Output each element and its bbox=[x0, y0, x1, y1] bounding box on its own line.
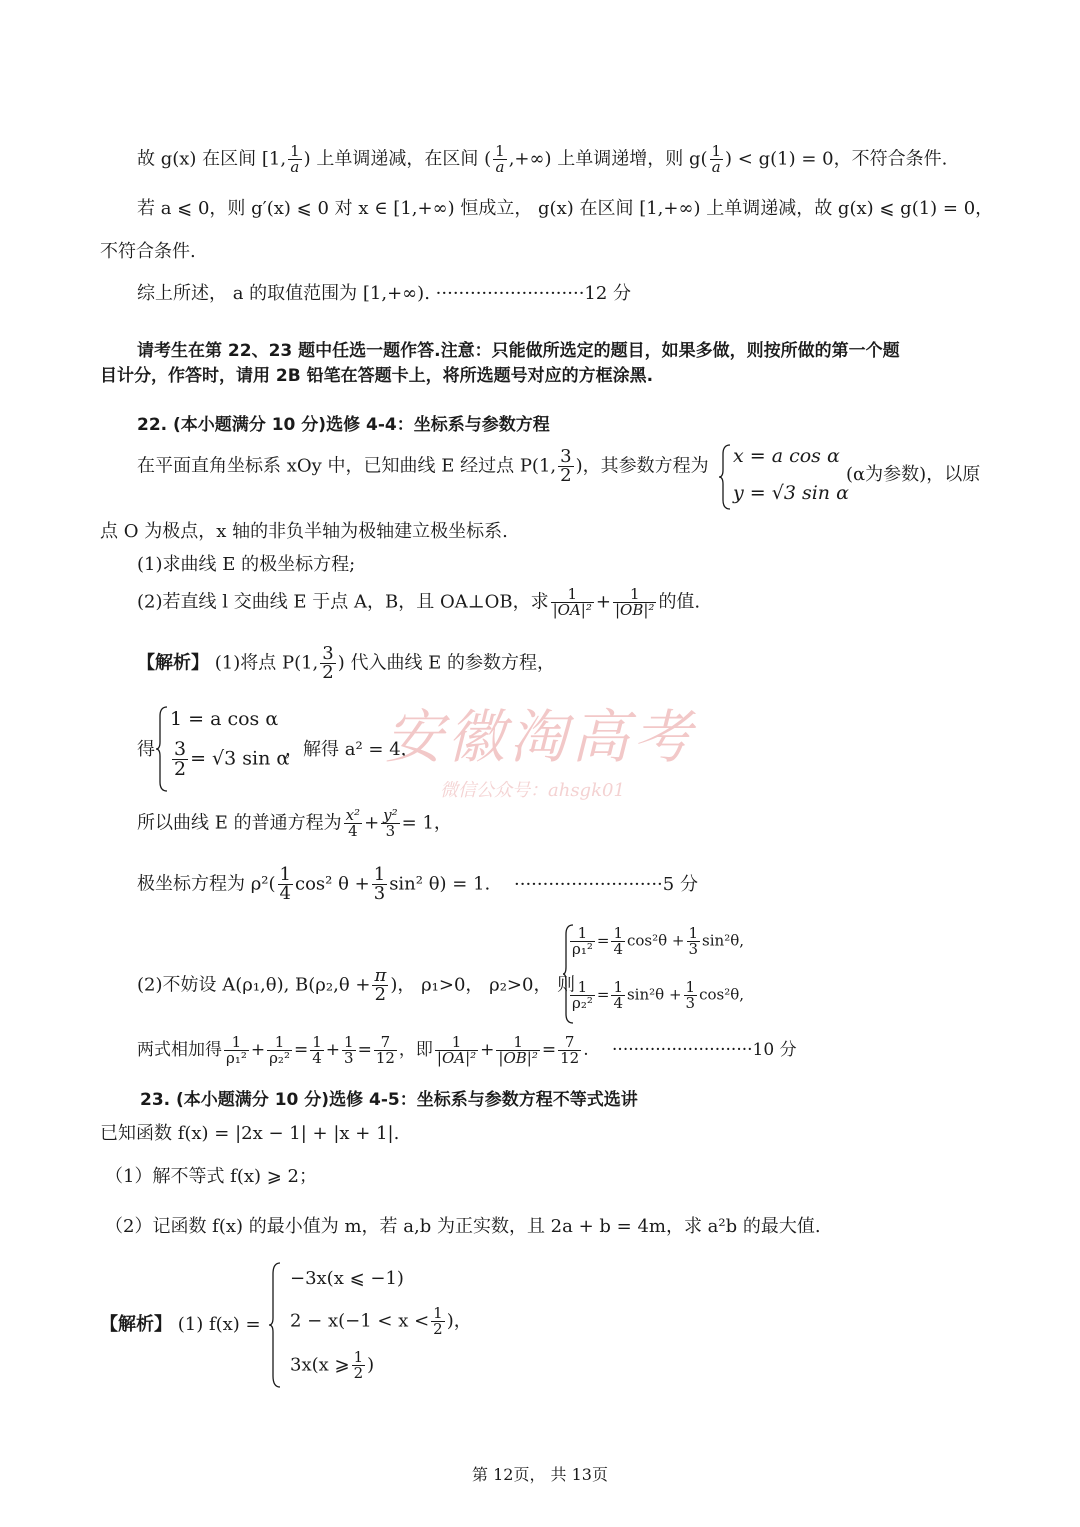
fraction: $\frac{1}{3}$ bbox=[688, 924, 699, 958]
text: 综上所述， a 的取值范围为 [1,+∞). bbox=[137, 283, 430, 304]
text: )， ρ₁>0， ρ₂>0， 则 bbox=[390, 974, 576, 996]
fraction: $\frac{1}{\text{ρ₁²}}$ bbox=[572, 924, 593, 958]
fraction: $\frac{7}{12}$ bbox=[560, 1033, 580, 1067]
notice-line-2: 目计分，作答时，请用 2B 铅笔在答题卡上，将所选题号对应的方框涂黑. bbox=[100, 366, 654, 386]
fraction: $\frac{1}{a}$ bbox=[290, 142, 300, 176]
param-eq-y: y = √3 sin α bbox=[733, 482, 849, 504]
q22-statement-cont: 点 O 为极点，x 轴的非负半轴为极轴建立极坐标系. bbox=[100, 521, 508, 542]
part2-setup bbox=[137, 967, 575, 1004]
text: sin²θ, bbox=[702, 931, 745, 950]
text: 的值. bbox=[658, 591, 701, 613]
relation-1: $\frac{1}{\text{ρ₁²}}$ = $\frac{1}{4}$ cos²θ + $\frac{1}{3}$ sin²θ, bbox=[572, 924, 745, 958]
solve-a: ，解得 a² = 4， bbox=[285, 739, 419, 760]
fraction: $\frac{7}{12}$ bbox=[375, 1033, 395, 1067]
q23-part2: （2）记函数 f(x) 的最小值为 m，若 a,b 为正实数，且 2a + b = 4m，求 a²b 的最大值. bbox=[105, 1216, 821, 1237]
fraction: $\frac{3}{2}$ bbox=[174, 738, 187, 780]
text: cos² θ + bbox=[295, 873, 370, 895]
q23-title: 23. (本小题满分 10 分)选修 4-5：坐标系与参数方程不等式选讲 bbox=[140, 1090, 638, 1110]
text: (1) f(x) = bbox=[177, 1314, 261, 1335]
text: ) < g(1) = 0，不符合条件. bbox=[725, 148, 948, 170]
q22-part1: (1)求曲线 E 的极坐标方程; bbox=[137, 554, 356, 575]
text: (1)将点 P(1, bbox=[214, 652, 319, 674]
notice-line-1: 请考生在第 22、23 题中任选一题作答.注意：只能做所选定的题目，如果多做，则按所做的第一个题 bbox=[137, 341, 900, 361]
text: (2)若直线 l 交曲线 E 于点 A，B，且 OA⊥OB，求 bbox=[137, 591, 549, 613]
score-dots: ··························10 分 bbox=[612, 1040, 797, 1060]
fraction: $\frac{1}{2}$ bbox=[433, 1304, 443, 1338]
normal-equation: 所以曲线 E 的普通方程为 $\frac{\text{x²}}{4}$ + $\frac{\text{y²}}{3}$ = 1， bbox=[137, 806, 452, 840]
text: cos²θ, bbox=[699, 985, 745, 1004]
brace-icon bbox=[718, 444, 732, 510]
fraction: $\frac{3}{2}$ bbox=[322, 643, 334, 683]
q23-part1: （1）解不等式 f(x) ⩾ 2； bbox=[105, 1166, 318, 1187]
fraction: $\frac{\text{x²}}{4}$ bbox=[345, 806, 361, 840]
text: sin²θ + bbox=[626, 985, 682, 1004]
text: 在平面直角坐标系 xOy 中，已知曲线 E 经过点 P(1, bbox=[137, 455, 557, 477]
text: ,+∞) 上单调递增，则 g( bbox=[508, 148, 708, 170]
relation-2: $\frac{1}{\text{ρ₂²}}$ = $\frac{1}{4}$ sin²θ + $\frac{1}{3}$ cos²θ, bbox=[572, 978, 745, 1012]
text: 3x(x ⩾ bbox=[290, 1354, 350, 1376]
system-eq-1: 1 = a cos α bbox=[170, 708, 279, 730]
watermark-subtitle: 微信公众号：ahsgk01 bbox=[440, 780, 625, 801]
line-not-satisfy: 不符合条件. bbox=[100, 241, 196, 262]
brace-icon bbox=[268, 1262, 282, 1388]
q22-part2: (2)若直线 l 交曲线 E 于点 A，B，且 OA⊥OB，求 $\frac{1}{\text{|OA|²}}$ + $\frac{1}{\text{|OB|²}}$ 的值. bbox=[137, 585, 701, 619]
score-dots: ··························12 分 bbox=[435, 283, 632, 304]
brace-icon bbox=[155, 706, 169, 792]
text: 极坐标方程为 ρ²( bbox=[137, 873, 276, 895]
fraction: $\frac{1}{\text{|OA|²}}$ bbox=[552, 585, 592, 619]
fraction: $\frac{1}{\text{|OA|²}}$ bbox=[436, 1033, 477, 1067]
system-eq-2 bbox=[170, 740, 289, 779]
line-monotonic bbox=[137, 144, 947, 175]
param-note: (α为参数)，以原 bbox=[846, 464, 981, 485]
fraction: $\frac{1}{a}$ bbox=[711, 142, 722, 176]
text: ) 上单调递减，在区间 ( bbox=[303, 148, 492, 170]
q22-statement bbox=[137, 448, 709, 485]
solution-tag: 【解析】 bbox=[100, 1314, 172, 1335]
text: (2)不妨设 A(ρ₁,θ), B(ρ₂,θ + bbox=[137, 974, 371, 996]
fraction: $\frac{1}{3}$ bbox=[685, 978, 696, 1012]
text: = 1， bbox=[401, 812, 452, 834]
q23-statement: 已知函数 f(x) = |2x − 1| + |x + 1|. bbox=[100, 1123, 400, 1144]
score-dots: ··························5 分 bbox=[514, 873, 698, 895]
solution-22-part1 bbox=[137, 645, 555, 682]
watermark-logo: 安徽淘高考 bbox=[385, 703, 696, 771]
fraction: $\frac{1}{2}$ bbox=[353, 1348, 364, 1382]
q22-title: 22. (本小题满分 10 分)选修 4-4：坐标系与参数方程 bbox=[137, 415, 550, 435]
param-eq-x: x = a cos α bbox=[733, 445, 840, 467]
text: 故 g(x) 在区间 [1, bbox=[137, 148, 287, 170]
fraction: $\frac{1}{4}$ bbox=[279, 864, 291, 904]
text: 2 − x(−1 < x < bbox=[290, 1310, 430, 1332]
fraction: $\frac{\pi}{2}$ bbox=[374, 965, 387, 1005]
text: cos²θ + bbox=[626, 931, 685, 950]
text: sin² θ) = 1. bbox=[389, 873, 491, 895]
fraction: $\frac{1}{\text{ρ₁²}}$ bbox=[226, 1033, 247, 1067]
fraction: $\frac{1}{4}$ bbox=[613, 924, 623, 958]
fraction: $\frac{3}{2}$ bbox=[560, 446, 572, 486]
case-3: 3x(x ⩾ $\frac{1}{2}$ ) bbox=[290, 1348, 375, 1382]
fraction: $\frac{1}{\text{|OB|²}}$ bbox=[498, 1033, 538, 1067]
de-label: 得 bbox=[137, 739, 155, 760]
fraction: $\frac{1}{4}$ bbox=[613, 978, 623, 1012]
case-1: −3x(x ⩽ −1) bbox=[290, 1268, 404, 1289]
line-case-a-nonpositive: 若 a ⩽ 0，则 g′(x) ⩽ 0 对 x ∈ [1,+∞) 恒成立， g(x) 在区间 [1,+∞) 上单调递减，故 g(x) ⩽ g(1) = 0， bbox=[137, 198, 994, 219]
fraction: $\frac{\text{y²}}{3}$ bbox=[383, 806, 398, 840]
text: 所以曲线 E 的普通方程为 bbox=[137, 812, 342, 834]
fraction: $\frac{1}{a}$ bbox=[495, 142, 505, 176]
text: ) 代入曲线 E 的参数方程， bbox=[337, 652, 556, 674]
text: 两式相加得 bbox=[137, 1040, 222, 1060]
case-2: 2 − x(−1 < x < $\frac{1}{2}$ )， bbox=[290, 1304, 472, 1338]
text: ， bbox=[453, 1310, 472, 1332]
text: ，即 bbox=[398, 1040, 433, 1060]
fraction: $\frac{1}{\text{|OB|²}}$ bbox=[614, 585, 655, 619]
line-conclusion bbox=[137, 285, 631, 303]
polar-equation bbox=[137, 866, 698, 903]
page-footer: 第 12页， 共 13页 bbox=[472, 1465, 608, 1484]
fraction: $\frac{1}{\text{ρ₂²}}$ bbox=[572, 978, 593, 1012]
text: = √3 sin α bbox=[190, 747, 290, 770]
sum-result: 两式相加得 $\frac{1}{\text{ρ₁²}}$ + $\frac{1}{\text{ρ₂²}}$ = $\frac{1}{4}$ + $\frac{1}{3}$ = $\frac{7}{12}$ ，即 $\frac{1}{\text{|OA|²}}$ + $\frac{1}{\text{|OB|²}}$ = $\frac{7}{12}$ . ··························10 分 bbox=[137, 1033, 797, 1067]
solution-23 bbox=[100, 1316, 261, 1334]
solution-tag: 【解析】 bbox=[137, 652, 209, 674]
text: )，其参数方程为 bbox=[575, 455, 709, 477]
fraction: $\frac{1}{3}$ bbox=[344, 1033, 354, 1067]
fraction: $\frac{1}{4}$ bbox=[312, 1033, 322, 1067]
fraction: $\frac{1}{3}$ bbox=[373, 864, 386, 904]
fraction: $\frac{1}{\text{ρ₂²}}$ bbox=[269, 1033, 290, 1067]
